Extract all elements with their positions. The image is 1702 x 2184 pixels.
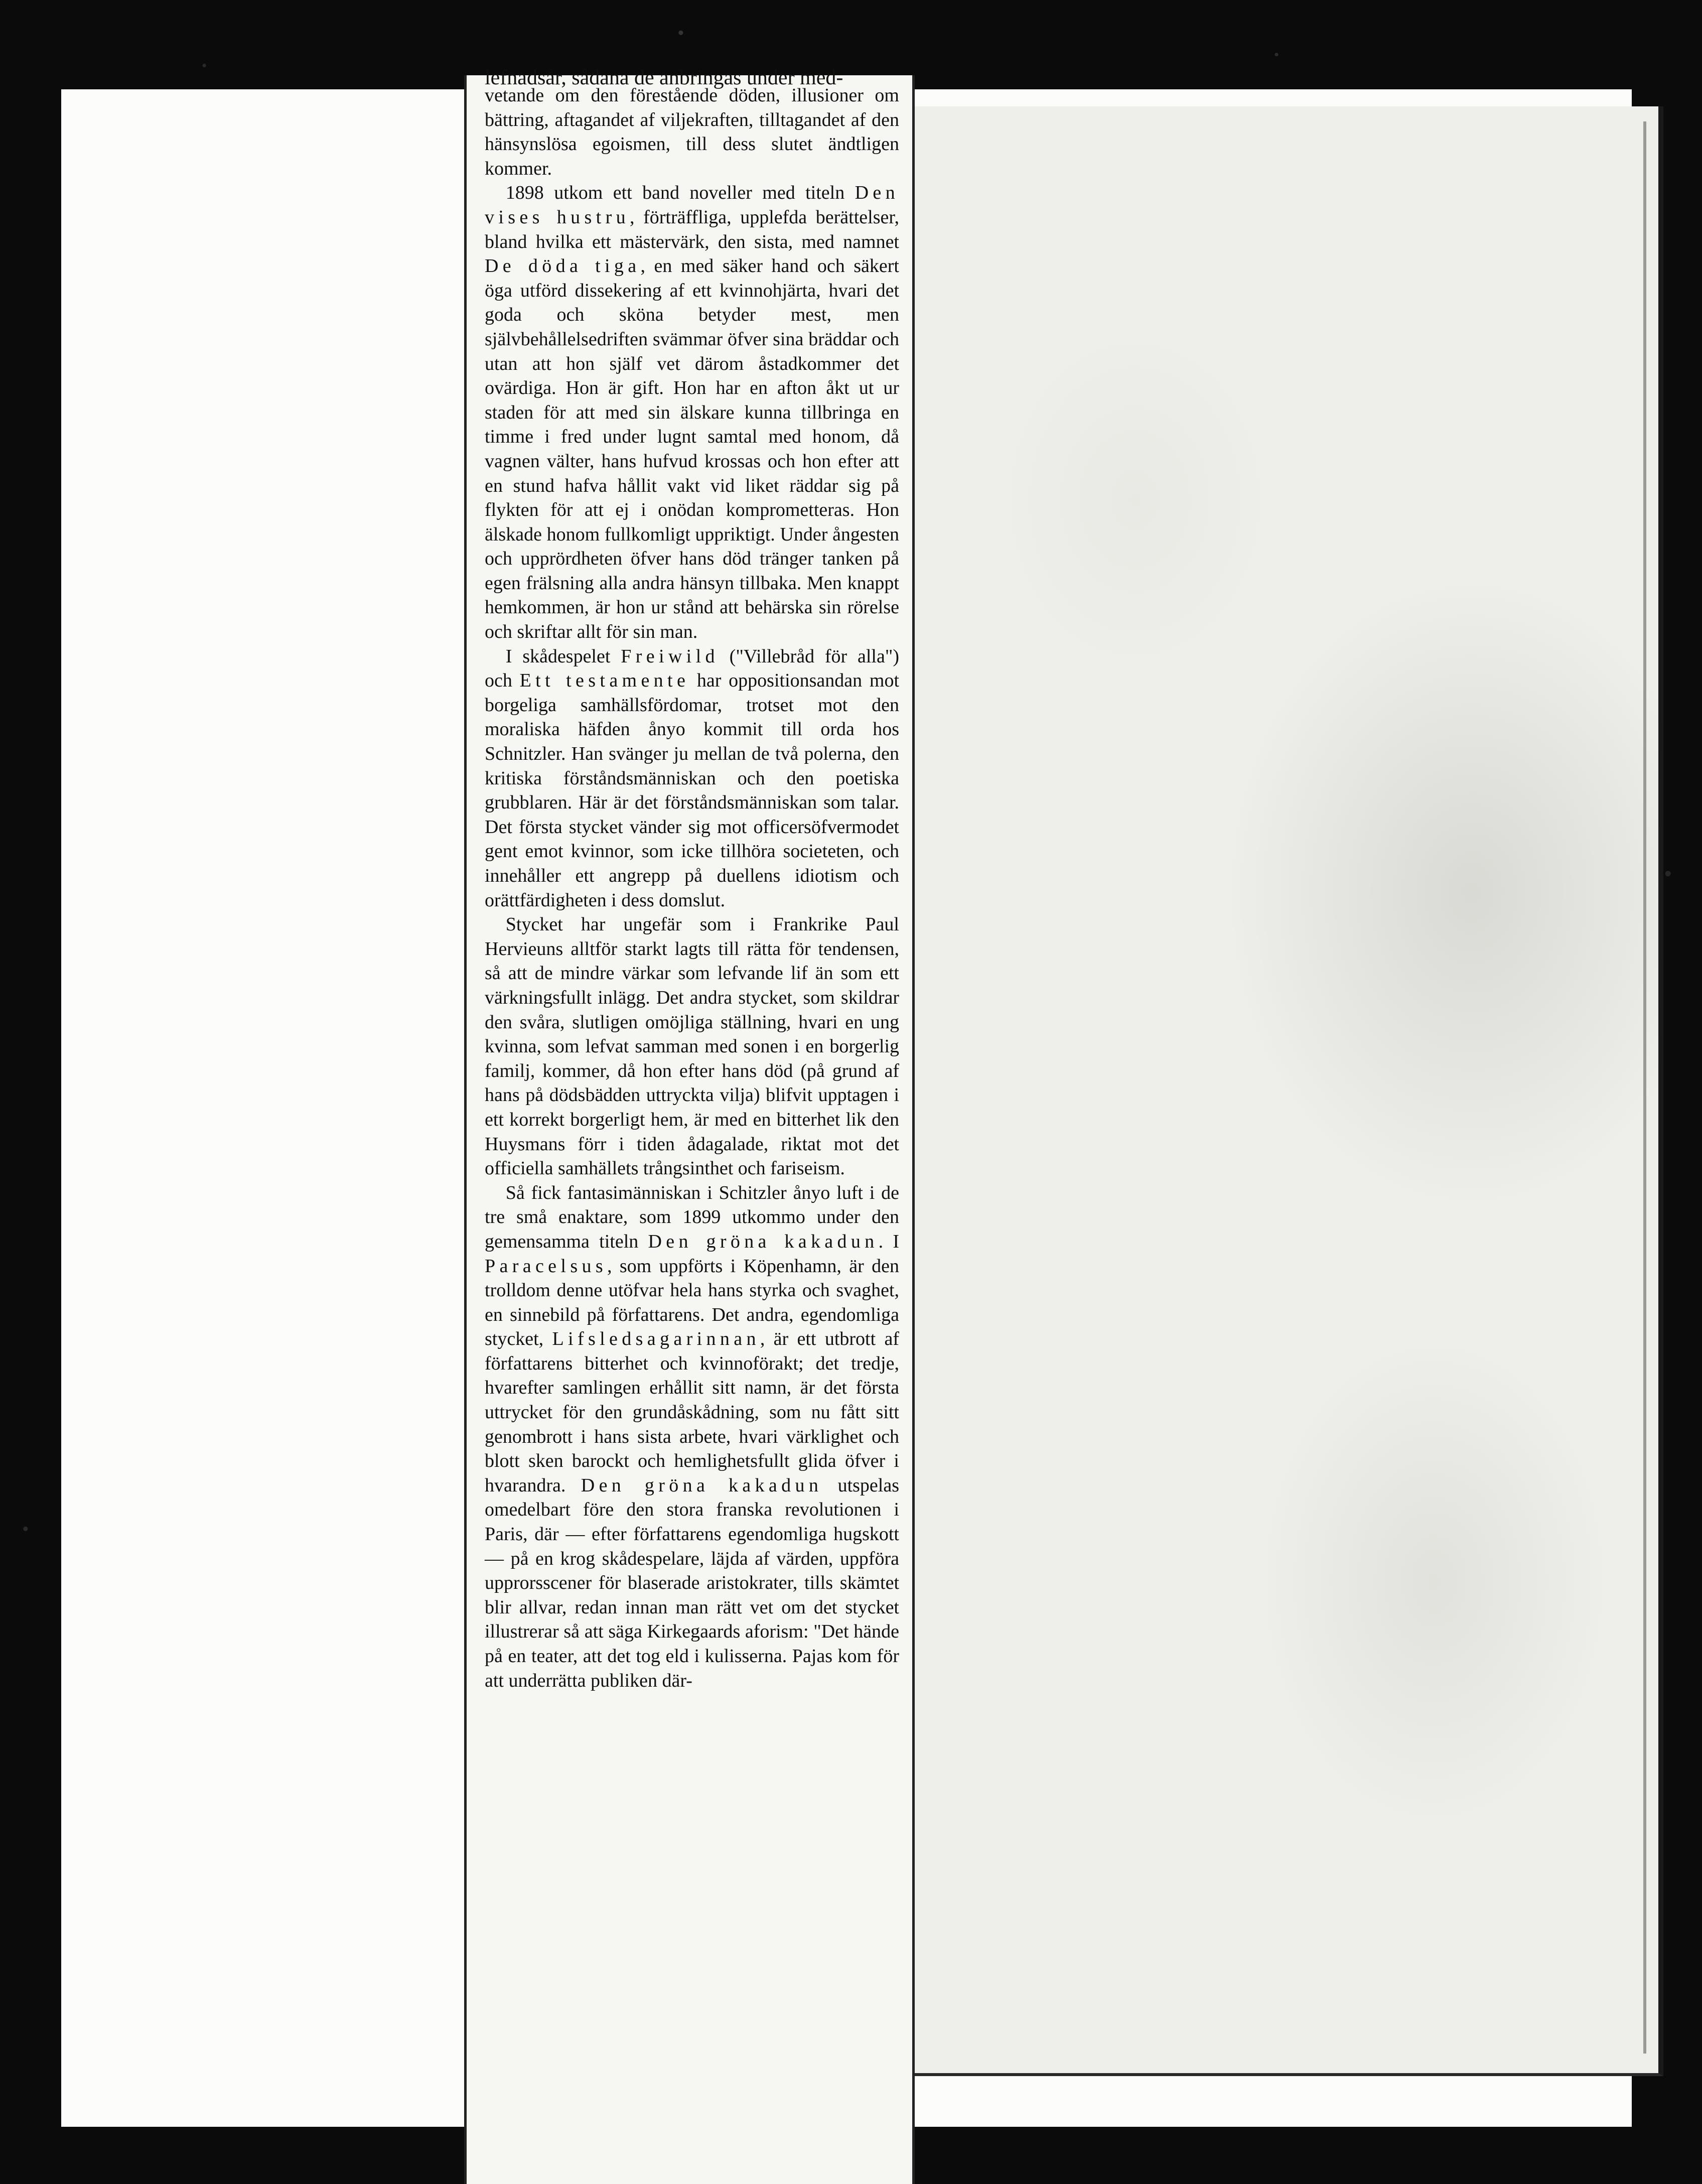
blank-paper-sheet [911, 106, 1663, 2076]
spaced-title: Den gröna kakadun [581, 1474, 823, 1496]
text-run: utspelas omedelbart före den stora franska revolutionen i Paris, där — efter författarens egendomliga hugskott — på en krog skådespelare, läjda af värden, uppföra upprorsscener för blaserade aristokrater, tills skämtet blir allvar, redan innan man rätt vet om det stycket illustrerar så att säga Kirkegaards aforism: "Det hände på en teater, att det tog eld i kulisserna. Pajas kom för att underrätta publiken där- [485, 1474, 899, 1691]
spaced-title: Ett testamente [519, 670, 690, 692]
text-run: , är ett utbrott af författarens bitterhet och kvinnoförakt; det tredje, hvarefter samlingen erhållit sitt namn, är det första uttrycket för den grundåskådning, som nu fått sitt genombrott i hans sista arbete, hvari värklighet och blott sken barockt och hemlighetsfullt glida öfver i hvarandra. [485, 1328, 899, 1496]
spaced-title: De döda tiga [485, 255, 641, 277]
text-run: ("Villebråd för alla") och [485, 645, 899, 692]
cut-off-top-line: lefnadsår, sådana de anbringas under med- [485, 66, 843, 89]
text-run: vetande om den förestående döden, illusioner om bättring, aftagandet af viljekraften, tilltagandet af den hänsynslösa egoismen, till dess slutet ändtligen kommer. [485, 85, 899, 179]
text-run: . I [878, 1231, 900, 1252]
text-run: 1898 utkom ett band noveller med titeln [505, 182, 855, 204]
clipping-text-column [485, 83, 899, 1693]
text-run: I skådespelet [505, 645, 621, 667]
spaced-title: Paracelsus [485, 1255, 607, 1277]
paper-edge-shadow [1643, 121, 1646, 2054]
spaced-title: Lifsledsagarinnan [552, 1328, 760, 1350]
text-run: , en med säker hand och säkert öga utförd dissekering af ett kvinnohjärta, hvari det goda och sköna betyder mest, men självbehållelsedriften svämmar öfver sina bräddar och utan att hon själf vet därom åstadkommer det ovärdiga. Hon är gift. Hon har en afton åkt ut ur staden för att med sin älskare kunna tillbringa en timme i fred under lugnt samtal med honom, då vagnen välter, hans hufvud krossas och hon efter att en stund hafva hållit vakt vid liket räddar sig på flykten för att ej i onödan komprometteras. Hon älskade honom fullkomligt uppriktigt. Under ångesten och upprördheten öfver hans död tränger tanken på egen frälsning alla andra hänsyn tillbaka. Men knappt hemkommen, är hon ur stånd att behärska sin rörelse och skriftar allt för sin man. [485, 255, 899, 643]
paragraph-4 [485, 1181, 899, 1693]
newspaper-clipping [464, 66, 915, 2184]
spaced-title: Den vises hustru [485, 182, 899, 228]
paragraph-2 [485, 644, 899, 913]
spaced-title: Den gröna kakadun [648, 1231, 879, 1252]
text-run: har oppositionsandan mot borgeliga samhällsfördomar, trotset mot den moraliska häfden ånyo kommit till orda hos Schnitzler. Han svänger ju mellan de två polerna, den kritiska förståndsmänniskan och den poetiska grubblaren. Här är det förståndsmänniskan som talar. Det första stycket vänder sig mot officersöfvermodet gent emot kvinnor, som icke tillhöra societeten, och innehåller ett angrepp på duellens idiotism och orättfärdigheten i dess domslut. [485, 670, 900, 911]
text-run: Så fick fantasimänniskan i Schitzler ånyo luft i de tre små enaktare, som 1899 utkommo under den gemensamma titeln [485, 1182, 899, 1252]
text-run: , förträffliga, upplefda berättelser, bland hvilka ett mästervärk, den sista, med namnet [485, 206, 899, 252]
paragraph-3 [485, 912, 899, 1181]
text-run: , som uppförts i Köpenhamn, är den trolldom denne utöfvar hela hans styrka och svaghet, en sinnebild på författarens. Det andra, egendomliga stycket, [485, 1255, 899, 1350]
spaced-title: Freiwild [621, 645, 719, 667]
paragraph-0 [485, 83, 899, 181]
text-run: Stycket har ungefär som i Frankrike Paul Hervieuns alltför starkt lagts till rätta för tendensen, så att de mindre värkar som lefvande lif än som ett värkningsfullt inlägg. Det andra stycket, som skildrar den svåra, slutligen omöjliga ställning, hvari en ung kvinna, som lefvat samman med sonen i en borgerlig familj, kommer, då hon efter hans död (på grund af hans på dödsbädden uttryckta vilja) blifvit upptagen i ett korrekt borgerligt hem, är med en bitterhet lik den Huysmans förr i tiden ådagalade, riktat mot det officiella samhällets trångsinthet och fariseism. [485, 914, 899, 1179]
paragraph-1 [485, 181, 899, 644]
